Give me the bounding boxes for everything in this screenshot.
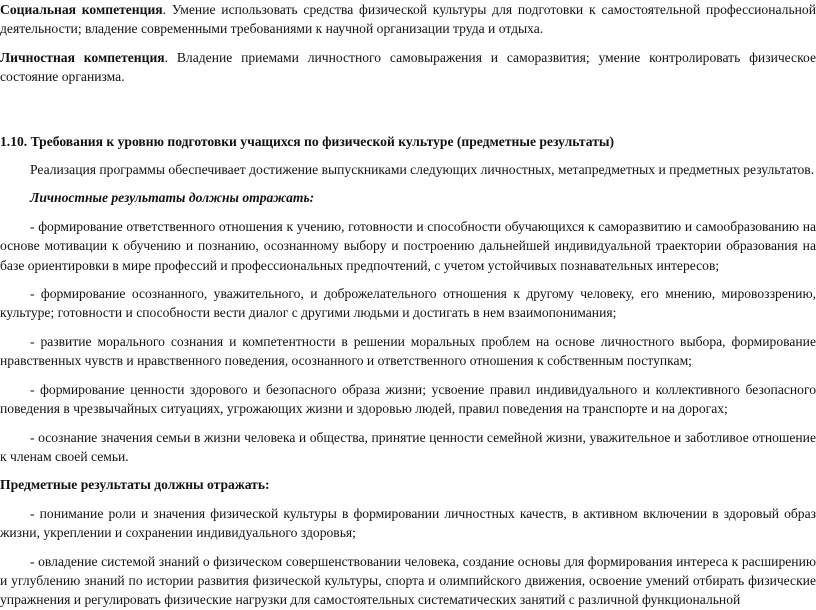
section-heading: 1.10. Требования к уровню подготовки учащихся по физической культуре (предметные результаты) (0, 133, 615, 149)
personal-competence-paragraph (0, 48, 816, 87)
personal-result-item: - формирование осознанного, уважительного, и доброжелательного отношения к другому человеку, его мнению, мировоззрению, культуре; готовности и способности вести диалог с другими людьми и достигать в нем взаимопонимания; (0, 286, 816, 321)
personal-result-item: - осознание значения семьи в жизни человека и общества, принятие ценности семейной жизни, уважительное и заботливое отношение к членам своей семьи. (0, 429, 816, 464)
personal-result-item: - развитие морального сознания и компетентности в решении моральных проблем на основе личностного выбора, формирование нравственных чувств и нравственного поведения, осознанного и ответственного отношения к собственным поступкам; (0, 333, 816, 369)
social-competence-label: Социальная компетенция (0, 2, 163, 17)
section-intro: Реализация программы обеспечивает достижение выпускниками следующих личностных, метапредметных и предметных результатов. (30, 162, 815, 178)
subject-result-item: - овладение системой знаний о физическом совершенствовании человека, создание основы для формирования интереса к расширению и углублению знаний по истории развития физической культуры, спорта и олимпийского движения, освоение умений отбирать физические упражнения и регулировать физические нагрузки для самостоятельных систематических занятий с различной функциональной (0, 553, 816, 608)
subject-results-heading: Предметные результаты должны отражать: (0, 477, 270, 493)
personal-result-item: - формирование ответственного отношения к учению, готовности и способности обучающихся к саморазвитию и самообразованию на основе мотивации к обучению и познанию, осознанному выбору и построению дальнейшей индивидуальной траектории образования на базе ориентировки в мире профессий и профессиональных предпочтений, с учетом устойчивых познавательных интересов; (0, 218, 816, 273)
personal-results-heading: Личностные результаты должны отражать: (30, 190, 315, 206)
personal-result-item: - формирование ценности здорового и безопасного образа жизни; усвоение правил индивидуального и коллективного безопасного поведения в чрезвычайных ситуациях, угрожающих жизни и здоровью людей, правил поведения на транспорте и на дорогах; (0, 381, 816, 417)
personal-competence-label: Личностная компетенция (0, 49, 165, 65)
social-competence-paragraph (0, 0, 816, 39)
subject-result-item: - понимание роли и значения физической культуры в формировании личностных качеств, в активном включении в здоровый образ жизни, укреплении и сохранении индивидуального здоровья; (0, 505, 816, 541)
social-competence-text: . Умение использовать средства физической культуры для подготовки к самостоятельной профессиональной деятельности; владение современными требованиями к научной организации труда и отдыха. (0, 2, 816, 37)
personal-competence-text: . Владение приемами личностного самовыражения и саморазвития; умение контролировать физическое состояние организма. (0, 49, 816, 85)
